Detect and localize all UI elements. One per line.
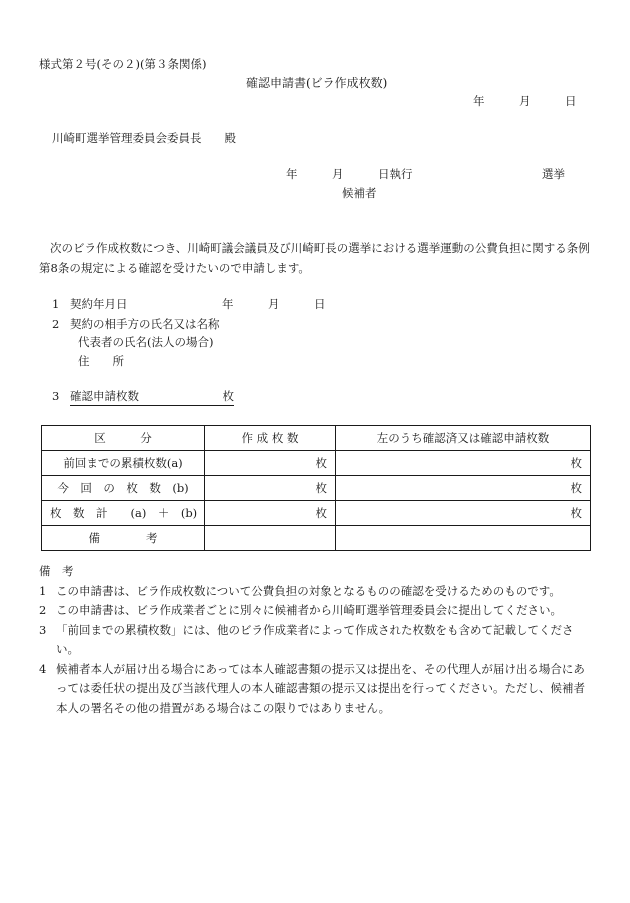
note-item	[39, 582, 594, 602]
note-item	[39, 601, 594, 621]
document-title: 確認申請書(ビラ作成枚数)	[246, 76, 388, 90]
election-label: 選挙	[542, 167, 565, 181]
note-text: この申請書は、ビラ作成枚数について公費負担の対象となるものの確認を受けるためのものです。	[56, 583, 561, 598]
table-header-category: 区 分	[42, 426, 205, 451]
table-row	[42, 501, 591, 526]
addressee: 川崎町選挙管理委員会委員長 殿	[52, 131, 236, 145]
notes-section	[39, 562, 594, 718]
row-created-cell[interactable]: 枚	[205, 476, 336, 501]
election-date: 年 月 日執行	[286, 167, 413, 181]
row-label: 備 考	[42, 526, 205, 551]
table-header-created: 作 成 枚 数	[205, 426, 336, 451]
row-confirmed-cell[interactable]	[336, 526, 591, 551]
item-2-label: 契約の相手方の氏名又は名称	[70, 317, 220, 331]
row-label: 前回までの累積枚数(a)	[42, 451, 205, 476]
item-3-unit: 枚	[222, 389, 234, 403]
form-number: 様式第２号(その２)(第３条関係)	[39, 57, 207, 71]
row-created-cell[interactable]: 枚	[205, 501, 336, 526]
row-confirmed-cell[interactable]: 枚	[336, 501, 591, 526]
row-label: 枚 数 計 (a) ＋ (b)	[42, 501, 205, 526]
item-1-label: 契約年月日	[70, 297, 128, 311]
notes-heading: 備 考	[39, 564, 74, 578]
table-header-confirmed: 左のうち確認済又は確認申請枚数	[336, 426, 591, 451]
candidate-label: 候補者	[342, 186, 377, 200]
row-confirmed-cell[interactable]: 枚	[336, 451, 591, 476]
row-confirmed-cell[interactable]: 枚	[336, 476, 591, 501]
item-2-representative: 代表者の氏名(法人の場合)	[78, 335, 214, 349]
submission-date: 年 月 日	[473, 94, 577, 108]
item-1-number: 1	[52, 297, 60, 311]
table-row	[42, 526, 591, 551]
table-row	[42, 476, 591, 501]
note-item	[39, 621, 594, 660]
item-3-number: 3	[52, 389, 60, 403]
note-text: この申請書は、ビラ作成業者ごとに別々に候補者から川崎町選挙管理委員会に提出してください。	[56, 603, 562, 617]
note-number: 1	[39, 583, 47, 598]
row-created-cell[interactable]: 枚	[205, 451, 336, 476]
table-header-row	[42, 426, 591, 451]
row-label: 今 回 の 枚 数 (b)	[42, 476, 205, 501]
note-item	[39, 660, 594, 719]
note-text: 候補者本人が届け出る場合にあっては本人確認書類の提示又は提出を、その代理人が届け出る場合にあっては委任状の提出及び当該代理人の本人確認書類の提示又は提出を行ってください。ただし、候補者本人の署名その他の措置がある場合はこの限りではありません。	[56, 661, 585, 715]
item-2-number: 2	[52, 317, 60, 331]
row-created-cell[interactable]	[205, 526, 336, 551]
note-text: 「前回までの累積枚数」には、他のビラ作成業者によって作成された枚数をも含めて記載してください。	[56, 622, 574, 656]
item-3-label: 確認申請枚数	[70, 389, 139, 403]
item-2-address: 住 所	[78, 354, 124, 368]
note-number: 2	[39, 603, 47, 617]
note-number: 3	[39, 622, 47, 637]
count-table	[41, 425, 591, 551]
item-3-field	[70, 390, 234, 406]
intro-text: 次のビラ作成枚数につき、川崎町議会議員及び川崎町長の選挙における選挙運動の公費負担に関する条例第8条の規定による確認を受けたいので申請します。	[39, 241, 590, 275]
item-1-date: 年 月 日	[222, 297, 326, 311]
table-row	[42, 451, 591, 476]
note-number: 4	[39, 661, 47, 676]
